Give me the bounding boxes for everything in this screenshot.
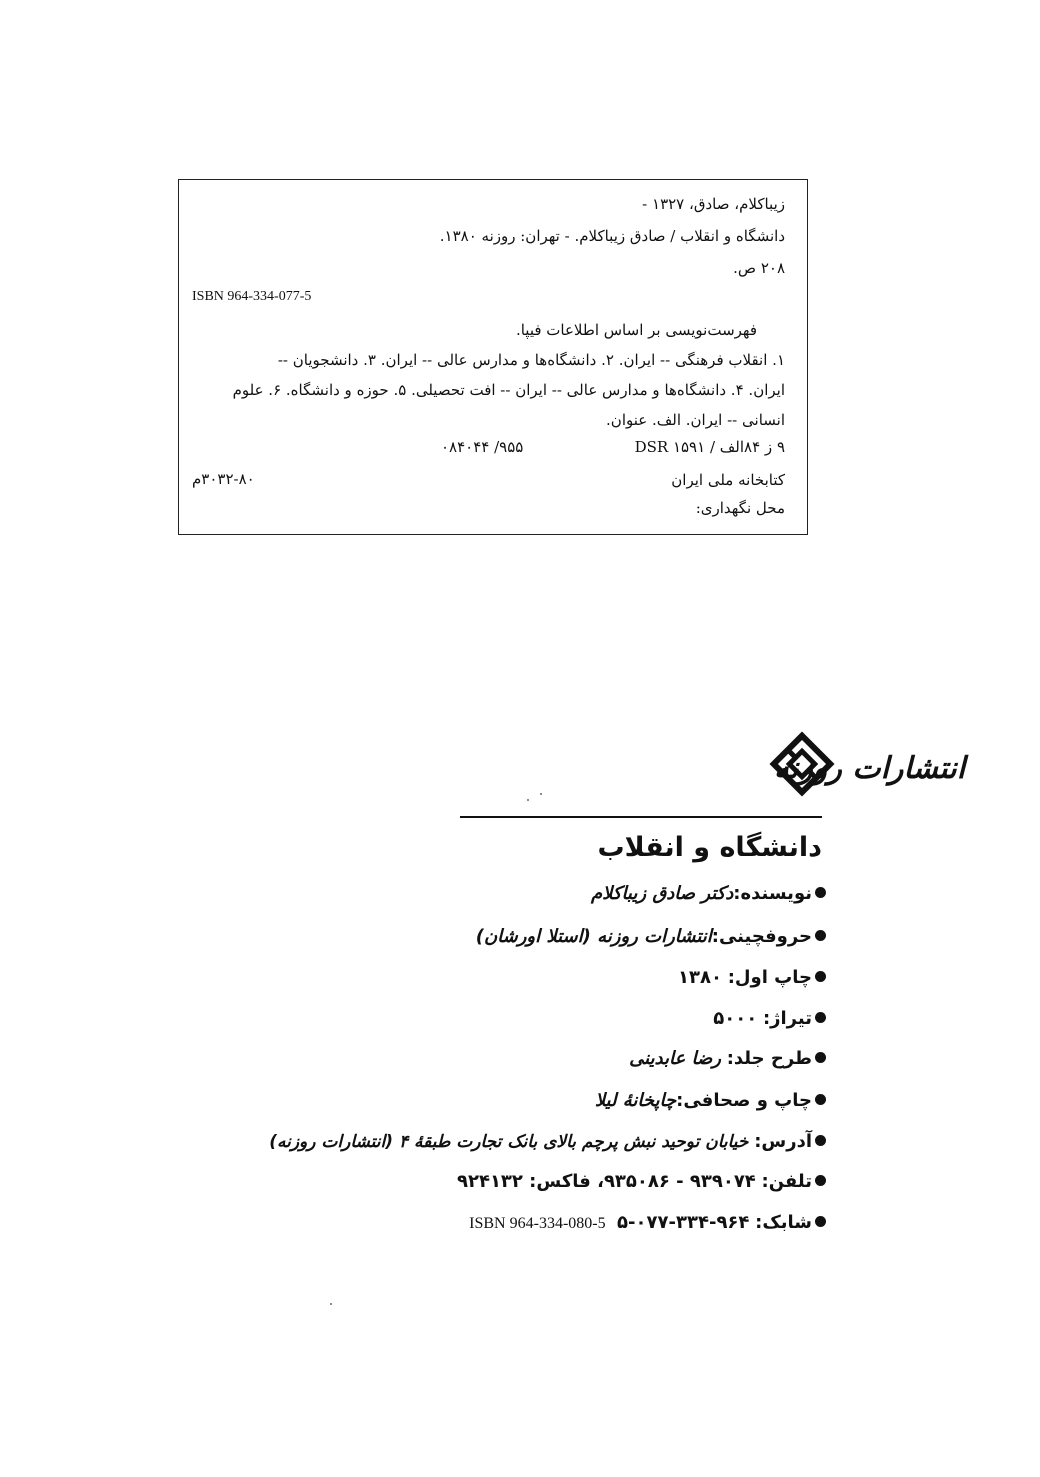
scan-speck	[330, 1303, 332, 1305]
colophon-author: نویسنده:دکتر صادق زیباکلام	[591, 881, 826, 907]
divider-rule	[460, 816, 822, 818]
bullet-icon	[815, 971, 826, 982]
cip-pages-line: ۲۰۸ ص.	[733, 259, 785, 277]
publisher-logo	[612, 726, 966, 806]
bullet-icon	[815, 1135, 826, 1146]
colophon-cover-design: طرح جلد: رضا عابدینی	[629, 1046, 826, 1072]
cip-isbn: ISBN 964-334-077-5	[192, 289, 312, 304]
cip-author-line: زیباکلام، صادق، ۱۳۲۷ -	[642, 195, 785, 213]
bullet-icon	[815, 887, 826, 898]
bullet-icon	[815, 1094, 826, 1105]
cip-subjects-line-3: انسانی -- ایران. الف. عنوان.	[606, 411, 785, 429]
cip-title-line: دانشگاه و انقلاب / صادق زیباکلام. - تهران: روزنه ۱۳۸۰.	[439, 227, 785, 245]
colophon-isbn: شابک: ۹۶۴-۳۳۴-۰۷۷-۵ ISBN 964-334-080-5	[469, 1210, 826, 1237]
colophon-typesetting: حروفچینی:انتشارات روزنه (استلا اورشان)	[476, 924, 826, 950]
cip-dewey-number: ۹۵۵/ ۰۸۴۰۴۴	[441, 438, 524, 456]
cip-subjects-line-1: ۱. انقلاب فرهنگی -- ایران. ۲. دانشگاه‌ها و مدارس عالی -- ایران. ۳. دانشجویان --	[277, 351, 785, 369]
scan-speck	[527, 799, 529, 801]
cip-note-line: فهرست‌نویسی بر اساس اطلاعات فیپا.	[515, 321, 757, 339]
cip-storage: محل نگهداری:	[695, 499, 785, 517]
colophon-phone: تلفن: ۹۳۹۰۷۴ - ۹۳۵۰۸۶، فاکس: ۹۲۴۱۳۲	[457, 1169, 826, 1195]
publisher-wordmark: انتشارات روزنه	[774, 751, 966, 786]
bullet-icon	[815, 1216, 826, 1227]
cip-library: کتابخانه ملی ایران	[671, 471, 785, 489]
colophon-first-edition: چاپ اول: ۱۳۸۰	[678, 965, 826, 991]
publisher-emblem-icon	[612, 726, 966, 806]
cip-subjects-line-2: ایران. ۴. دانشگاه‌ها و مدارس عالی -- ایران -- افت تحصیلی. ۵. حوزه و دانشگاه. ۶. علوم	[232, 381, 785, 399]
bullet-icon	[815, 930, 826, 941]
colophon-printing: چاپ و صحافی:چاپخانهٔ لیلا	[595, 1088, 826, 1114]
cip-call-number: ۹ ز ۸۴الف / DSR ۱۵۹۱	[634, 438, 785, 456]
scan-speck	[540, 793, 542, 795]
bullet-icon	[815, 1175, 826, 1186]
bullet-icon	[815, 1052, 826, 1063]
bullet-icon	[815, 1012, 826, 1023]
colophon-address: آدرس: خیابان توحید نبش پرچم بالای بانک تجارت طبقهٔ ۴ (انتشارات روزنه)	[269, 1129, 826, 1155]
colophon-print-run: تیراژ: ۵۰۰۰	[713, 1006, 826, 1032]
cip-national-number: ۳۰۳۲-۸۰م	[192, 470, 255, 488]
cataloguing-box	[178, 179, 808, 535]
book-title: دانشگاه و انقلاب	[597, 832, 822, 863]
